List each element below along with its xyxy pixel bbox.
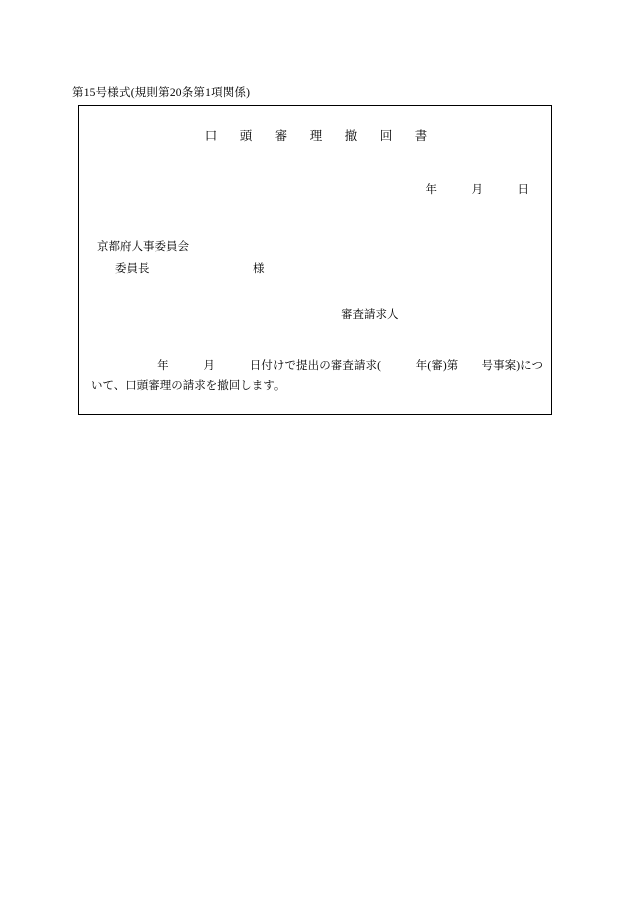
document-title: 口 頭 審 理 撤 回 書 (204, 129, 433, 143)
body-text-part2: 頭審理の請求を撤回します。 (136, 380, 286, 392)
applicant-label[interactable]: 審査請求人 (341, 309, 399, 321)
addressee-block (97, 236, 265, 280)
form-number-label: 第15号様式(規則第20条第1項関係) (72, 87, 251, 99)
addressee-chairman: 委員長 様 (115, 263, 265, 275)
addressee-organization: 京都府人事委員会 (97, 241, 189, 253)
date-field[interactable]: 年 月 日 (425, 184, 529, 196)
body-text (91, 356, 543, 396)
body-text-part1: 年 月 日付けで提出の審査請求( 年(審)第 号事案)について、口 (91, 360, 543, 392)
form-box (78, 105, 552, 415)
